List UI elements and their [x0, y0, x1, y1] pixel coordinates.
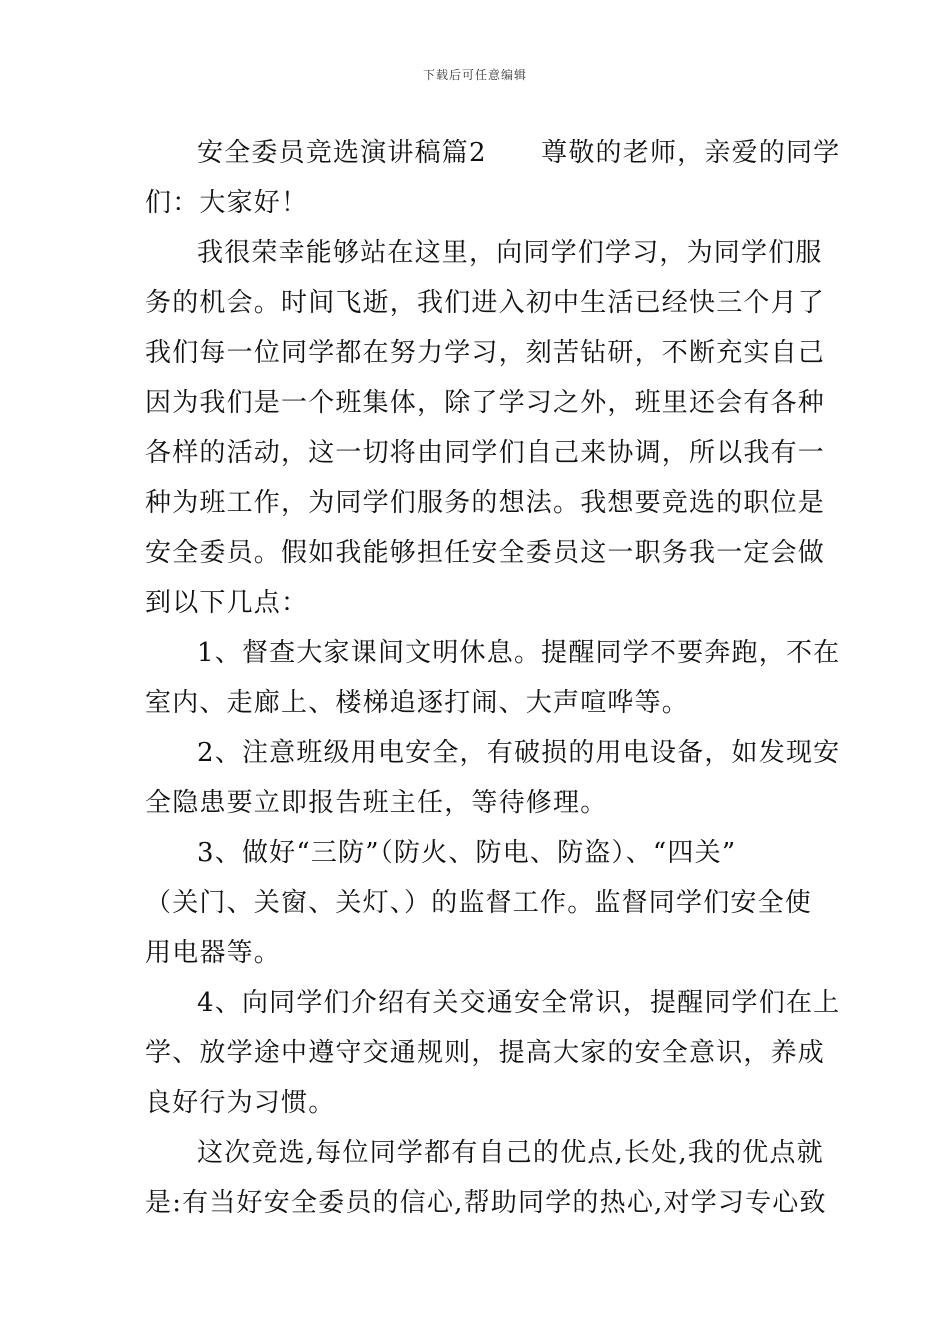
paragraph-line: 学、放学途中遵守交通规则，提高大家的安全意识，养成	[145, 1038, 826, 1068]
paragraph-line: 是:有当好安全委员的信心,帮助同学的热心,对学习专心致	[145, 1188, 827, 1218]
paragraph-line: 4、向同学们介绍有关交通安全常识，提醒同学们在上	[197, 988, 841, 1018]
paragraph-line: 到以下几点：	[145, 588, 309, 618]
paragraph-line: 全隐患要立即报告班主任，等待修理。	[145, 788, 608, 818]
header-note: 下载后可任意编辑	[422, 68, 527, 82]
paragraph-line: 良好行为习惯。	[145, 1088, 336, 1118]
paragraph-line: 种为班工作，为同学们服务的想法。我想要竞选的职位是	[145, 488, 826, 518]
paragraph-line: 各样的活动，这一切将由同学们自己来协调，所以我有一	[145, 438, 826, 468]
paragraph-line: 们：大家好！	[145, 188, 309, 218]
paragraph-line: 我很荣幸能够站在这里，向同学们学习，为同学们服	[197, 238, 823, 268]
paragraph-line: 安全委员竞选演讲稿篇2 尊敬的老师，亲爱的同学	[197, 138, 841, 168]
paragraph-line: 2、注意班级用电安全，有破损的用电设备，如发现安	[197, 738, 841, 768]
paragraph-line: （关门、关窗、关灯、）的监督工作。监督同学们安全使	[145, 888, 813, 918]
paragraph-line: 室内、走廊上、楼梯追逐打闹、大声喧哗等。	[145, 688, 690, 718]
paragraph-line: 安全委员。假如我能够担任安全委员这一职务我一定会做	[145, 538, 826, 568]
document-body	[145, 128, 841, 1228]
paragraph-line: 3、做好“三防”（防火、防电、防盗）、“四关”	[197, 838, 737, 868]
paragraph-line: 因为我们是一个班集体，除了学习之外，班里还会有各种	[145, 388, 826, 418]
paragraph-line: 这次竞选,每位同学都有自己的优点,长处,我的优点就	[197, 1138, 824, 1168]
paragraph-line: 用电器等。	[145, 938, 282, 968]
paragraph-line: 我们每一位同学都在努力学习，刻苦钻研，不断充实自己	[145, 338, 826, 368]
paragraph-line: 1、督查大家课间文明休息。提醒同学不要奔跑，不在	[197, 638, 841, 668]
paragraph-line: 务的机会。时间飞逝，我们进入初中生活已经快三个月了	[145, 288, 826, 318]
